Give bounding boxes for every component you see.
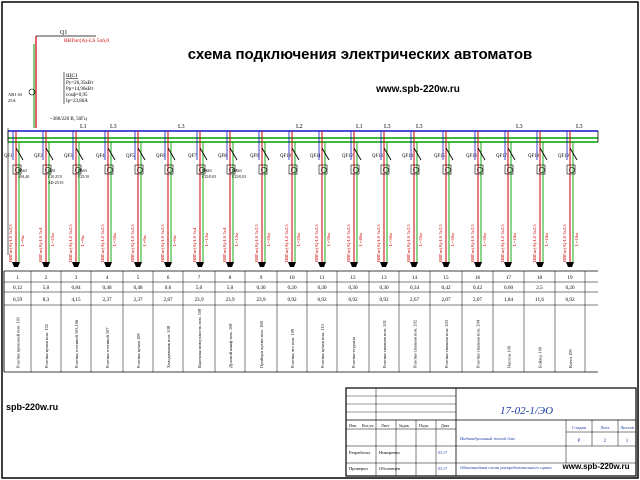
breaker-note: C10 ZC0 — [48, 175, 63, 179]
table-current: 23,9 — [256, 297, 266, 303]
meter-label-1: АВ1 63 — [8, 92, 23, 97]
table-current: 0,92 — [379, 297, 389, 303]
table-number: 8 — [228, 275, 232, 281]
project-title: Индивидуальный жилой дом — [460, 436, 515, 441]
phase-label-2: L3 — [110, 124, 117, 130]
breaker-note: ВЖ63 — [202, 169, 212, 173]
phase-label-7: L3 — [416, 124, 423, 130]
table-number: 15 — [443, 275, 449, 281]
table-power: 0,20 — [565, 285, 575, 291]
cable-label: ВВГнг(А)-LS 3х2,5 — [254, 224, 259, 262]
circuit-1 — [4, 131, 25, 267]
breaker-label: QF19 — [558, 154, 569, 159]
breaker-switch — [16, 148, 23, 160]
table-number: 5 — [136, 275, 140, 281]
phase-labels — [80, 124, 583, 130]
outlet-symbol — [12, 262, 20, 267]
cable-label: ВВГнг(А)-LS 3х2,5 — [8, 224, 13, 262]
outlet-symbol — [258, 262, 266, 267]
breaker-label: QF12 — [342, 154, 353, 159]
table-number: 10 — [289, 275, 295, 281]
table-consumer-name: Розетки кухни пом. 102 — [44, 324, 49, 368]
outlet-symbol — [442, 262, 450, 267]
breaker-switch — [446, 148, 453, 160]
breaker-note: C25/0,03 — [202, 175, 217, 179]
website-footer-left[interactable]: spb-220w.ru — [6, 402, 59, 412]
breaker-label: QF17 — [496, 154, 507, 159]
phase-label-1: L1 — [80, 124, 87, 130]
table-number: 4 — [105, 275, 109, 281]
table-current: 11,6 — [535, 297, 544, 303]
cable-label: ВВГнг(А)-LS 3х2,5 — [376, 224, 381, 262]
table-consumer-name: Розетки гостиной 103,106 — [74, 319, 79, 368]
table-current: 2,37 — [133, 297, 143, 303]
breaker-switch — [46, 148, 53, 160]
phase-label-4: L2 — [296, 124, 303, 130]
table-consumer-name: Розетки спальни пом. 202 — [412, 319, 418, 368]
cable-length: L=9м — [80, 235, 85, 246]
table-power: 0,34 — [409, 285, 420, 291]
table-current: 23,9 — [225, 297, 235, 303]
cable-length: L=8м — [172, 235, 177, 246]
breaker-note: S201 — [48, 169, 56, 173]
circuit-12 — [342, 131, 363, 267]
circuit-6 — [156, 131, 177, 267]
cable-length: L=20м — [266, 233, 271, 246]
outlet-symbol — [380, 262, 388, 267]
cable-length: L=12м — [204, 233, 209, 246]
breaker-label: QF10 — [280, 154, 291, 159]
outlet-symbol — [164, 262, 172, 267]
stamp-header-2: Кол.уч. — [362, 423, 375, 428]
circuit-3 — [64, 131, 85, 267]
cable-length: L=25м — [50, 233, 55, 246]
breaker-note: C25/10 — [78, 175, 90, 179]
breaker-note: C25/0,03 — [232, 175, 247, 179]
circuit-8 — [218, 131, 239, 267]
breaker-label: QF14 — [402, 154, 413, 159]
breaker-label: QF18 — [528, 154, 539, 159]
cable-length: L=30м — [450, 233, 455, 246]
breaker-label: QF9 — [250, 154, 259, 159]
table-power: 0,30 — [256, 285, 266, 291]
breaker-note: 40А,40 — [18, 175, 30, 179]
breaker-switch — [478, 148, 485, 160]
cable-length: L=30м — [482, 233, 487, 246]
circuit-2 — [34, 131, 55, 267]
breaker-note: ВА63 — [78, 169, 87, 173]
cable-length: L=9м — [20, 235, 25, 246]
table-consumer-name: Розетки что пом. 109 — [290, 328, 295, 368]
stamp-name-2: Оболенцев — [379, 466, 400, 471]
outlet-symbol — [72, 262, 80, 267]
circuit-9 — [250, 131, 271, 267]
table-power: 0,30 — [317, 285, 327, 291]
table-number: 6 — [166, 275, 170, 281]
table-power: 2,5 — [536, 285, 543, 291]
phase-label-3: L3 — [178, 124, 185, 130]
table-consumer-name: Бойлер 109 — [537, 346, 543, 368]
cable-length: L=35м — [418, 233, 423, 246]
breaker-switch — [108, 148, 115, 160]
circuit-16 — [466, 131, 487, 267]
meter-label-2: 25А — [8, 98, 16, 103]
sheets-value: 1 — [625, 439, 629, 444]
stamp-date-1: 03.17 — [438, 450, 447, 455]
table-current: 0,92 — [348, 297, 358, 303]
table-power: 0,60 — [503, 285, 514, 291]
cable-label: ВВГнг(А)-LS 3х4 — [38, 227, 43, 262]
table-current: 8,3 — [42, 297, 50, 303]
outlet-symbol — [134, 262, 142, 267]
phase-label-5: L1 — [356, 124, 363, 130]
breaker-switch — [200, 148, 207, 160]
stamp-website[interactable]: www.spb-220w.ru — [562, 462, 630, 471]
table-power: 5,0 — [226, 285, 234, 291]
table-consumer-name: Розетки террасы — [351, 337, 356, 368]
cable-label: ВВГнг(А)-LS 3х2,5 — [130, 224, 135, 262]
cable-label: ВВГнг(А)-LS 3х4 — [192, 227, 197, 262]
breaker-label: QF11 — [310, 154, 321, 159]
cable-label: ВВГнг(А)-LS 3х2,5 — [284, 224, 289, 262]
stamp-name-1: Никоренко — [379, 450, 400, 455]
stage-value: Р — [577, 439, 581, 444]
stamp-date-2: 03.17 — [438, 466, 447, 471]
outlet-symbol — [226, 262, 234, 267]
table-number: 18 — [536, 275, 543, 281]
breaker-switch — [384, 148, 391, 160]
circuit-13 — [372, 131, 393, 267]
calc-line-3: cosф=0,95 — [66, 93, 88, 98]
breaker-label: QF13 — [372, 154, 383, 159]
website-link[interactable]: www.spb-220w.ru — [376, 84, 460, 95]
cable-label: ВВГнг(А)-LS 3х2,5 — [500, 224, 505, 262]
breaker-switch — [322, 148, 329, 160]
breaker-label: QF3 — [64, 154, 73, 159]
breaker-label: QF8 — [218, 154, 227, 159]
table-current: 0,92 — [287, 297, 297, 303]
table-consumer-name: Приборы кухни пом. 108 — [259, 321, 264, 368]
cable-label: ВВГнг(А)-LS 3х2,5 — [438, 224, 443, 262]
table-consumer-name: Холодильник пом. 108 — [166, 325, 171, 368]
table-consumer-name: Розетки кухни 108 — [136, 333, 141, 368]
input-feeder — [8, 30, 109, 128]
table-power: 0,30 — [348, 285, 358, 291]
outlet-symbol — [566, 262, 574, 267]
circuit-19 — [558, 131, 579, 267]
sheet-title: Однолинейная схема распределительного щита — [460, 465, 552, 470]
table-number: 19 — [567, 275, 573, 281]
outlet-symbol — [318, 262, 326, 267]
cable-length: L=9м — [142, 235, 147, 246]
breaker-switch — [138, 148, 145, 160]
table-power: 0,12 — [12, 285, 23, 291]
outlet-symbol — [410, 262, 418, 267]
circuits — [4, 131, 579, 267]
stamp-role-1: Разработал — [349, 450, 371, 455]
table-current: 2,67 — [409, 297, 420, 303]
diagram-title: схема подключения электрических автоматов — [187, 46, 533, 63]
circuit-7 — [188, 131, 209, 267]
breaker-switch — [354, 148, 361, 160]
phase-label-8: L3 — [516, 124, 523, 130]
breaker-switch — [76, 148, 83, 160]
circuit-15 — [434, 131, 455, 267]
breaker-switch — [508, 148, 515, 160]
table-current: 0,92 — [317, 297, 327, 303]
sheets-header: Листов — [620, 425, 634, 430]
table-consumer-name: Котел 109 — [568, 349, 573, 368]
outlet-symbol — [474, 262, 482, 267]
table-current: 2,07 — [472, 297, 483, 303]
circuit-14 — [402, 131, 423, 267]
breaker-label: QF1 — [4, 154, 13, 159]
stage-header: Стадия — [572, 425, 586, 430]
input-breaker-label: Q1 — [60, 30, 68, 36]
table-power: 0,30 — [379, 285, 389, 291]
cable-label: ВВГнг(А)-LS 3х2,5 — [562, 224, 567, 262]
cable-length: L=30м — [112, 233, 117, 246]
stamp-header-6: Дата — [441, 423, 449, 428]
table-current: 2,87 — [163, 297, 173, 303]
table-number: 11 — [319, 275, 325, 281]
circuit-10 — [280, 131, 301, 267]
breaker-switch — [540, 148, 547, 160]
outlet-symbol — [350, 262, 358, 267]
circuit-17 — [496, 131, 517, 267]
cable-length: L=30м — [326, 233, 331, 246]
cable-length: L=18м — [544, 233, 549, 246]
circuit-18 — [528, 131, 549, 267]
breaker-switch — [168, 148, 175, 160]
title-block — [346, 388, 636, 476]
breaker-switch — [262, 148, 269, 160]
table-consumer-name: Розетки кухни пом. 110 — [320, 324, 325, 368]
cable-length: L=30м — [388, 233, 393, 246]
table-consumer-name: Розетки прихожей пом. 101 — [15, 316, 21, 368]
calc-title: ЩС1 — [66, 73, 78, 79]
breaker-switch — [230, 148, 237, 160]
breaker-note: AD-25/10 — [48, 181, 64, 185]
table-current: 2,07 — [441, 297, 451, 303]
doc-code: 17-02-1/ЭО — [500, 405, 554, 417]
table-consumer-name: Варочная поверхность пом. 108 — [197, 308, 202, 368]
cable-label: ВВГнг(А)-LS 3х2,5 — [68, 224, 73, 262]
table-number: 13 — [381, 275, 387, 281]
outlet-symbol — [288, 262, 296, 267]
table-number: 12 — [350, 275, 356, 281]
outlet-symbol — [42, 262, 50, 267]
table-number: 1 — [16, 275, 19, 281]
cable-length: L=40м — [358, 233, 363, 246]
table-power: 5,0 — [195, 285, 203, 291]
cable-label: ВВГнг(А)-LS 3х2,5 — [314, 224, 319, 262]
table-consumer-name: Розетки спальни пом. 204 — [475, 319, 481, 368]
breaker-label: QF6 — [156, 154, 165, 159]
breaker-switch — [414, 148, 421, 160]
table-power: 0,42 — [441, 285, 451, 291]
cable-length: L=20м — [296, 233, 301, 246]
table-consumer-name: Духовой шкаф пом. 108 — [228, 323, 233, 368]
input-cable-label: ВВГнг(А)-LS 5х6,0 — [64, 38, 110, 44]
sheet-value: 2 — [603, 439, 607, 444]
table-power: 0,48 — [102, 285, 112, 291]
cable-length: L=12м — [234, 233, 239, 246]
table-current: 1,84 — [503, 297, 514, 303]
outlet-symbol — [104, 262, 112, 267]
breaker-switch — [292, 148, 299, 160]
breaker-label: QF2 — [34, 154, 43, 159]
breaker-note: ВЖ63 — [232, 169, 242, 173]
table-current: 4,15 — [71, 297, 81, 303]
table-number: 17 — [505, 275, 512, 281]
table-current: 23,9 — [194, 297, 204, 303]
circuit-4 — [96, 131, 117, 267]
table-number: 2 — [44, 275, 48, 281]
table-power: 0,48 — [133, 285, 143, 291]
cable-label: ВВГнг(А)-LS 3х2,5 — [532, 224, 537, 262]
phase-label-6: L3 — [384, 124, 391, 130]
cable-label: ВВГнг(А)-LS 3х2,5 — [100, 224, 105, 262]
cable-label: ВВГнг(А)-LS 3х2,5 — [346, 224, 351, 262]
table-current: 2,37 — [102, 297, 112, 303]
outlet-symbol — [536, 262, 544, 267]
calc-line-4: Iр=23,86А — [66, 99, 88, 104]
outlet-symbol — [196, 262, 204, 267]
table-power: 5,0 — [42, 285, 50, 291]
table-cells — [4, 271, 585, 372]
table-consumer-name: Насосы 109 — [506, 346, 512, 368]
cable-label: ВВГнг(А)-LS 3х2,5 — [470, 224, 475, 262]
table-consumer-name: Розетки гостиной 107 — [105, 327, 110, 368]
table-number: 16 — [474, 275, 481, 281]
cable-length: L=18м — [512, 233, 517, 246]
circuit-5 — [126, 131, 147, 267]
table-number: 7 — [197, 275, 201, 281]
table-power: 0,84 — [71, 285, 81, 291]
table-current: 0,59 — [12, 297, 23, 303]
breaker-note: ВА63 — [18, 169, 27, 173]
calc-line-2: Рр=14,96кВт — [66, 87, 94, 92]
bus-label: ~380/220 В, 50Гц — [50, 117, 87, 122]
breaker-label: QF15 — [434, 154, 445, 159]
table-current: 0,92 — [565, 297, 575, 303]
table-consumer-name: Розетки спальни пом. 203 — [444, 319, 449, 368]
table-power: 0,42 — [472, 285, 483, 291]
breaker-switch — [570, 148, 577, 160]
phase-label-9: L3 — [576, 124, 583, 130]
table-number: 3 — [74, 275, 78, 281]
calc-line-1: Ру=26,35кВт — [66, 81, 94, 86]
stamp-header-1: Изм. — [349, 423, 357, 428]
sheet-header: Лист — [600, 425, 610, 430]
outlet-symbol — [504, 262, 512, 267]
table-power: 0,6 — [164, 285, 172, 291]
stamp-header-3: Лист — [381, 423, 390, 428]
cable-label: ВВГнг(А)-LS 3х4 — [222, 227, 227, 262]
breaker-label: QF4 — [96, 154, 105, 159]
stamp-header-4: №док. — [399, 423, 410, 428]
circuit-11 — [310, 131, 331, 267]
cable-label: ВВГнг(А)-LS 3х2,5 — [160, 224, 165, 262]
table-consumer-name: Розетки спальни пом. 201 — [382, 319, 387, 368]
table-number: 9 — [259, 275, 263, 281]
breaker-label: QF7 — [188, 154, 197, 159]
table-number: 14 — [411, 275, 418, 281]
cable-length: L=18м — [574, 233, 579, 246]
stamp-header-5: Подп. — [419, 423, 429, 428]
breaker-label: QF5 — [126, 154, 135, 159]
cable-label: ВВГнг(А)-LS 3х2,5 — [406, 224, 411, 262]
breaker-label: QF16 — [466, 154, 477, 159]
table-power: 0,20 — [287, 285, 297, 291]
stamp-role-2: Проверил — [349, 466, 368, 471]
